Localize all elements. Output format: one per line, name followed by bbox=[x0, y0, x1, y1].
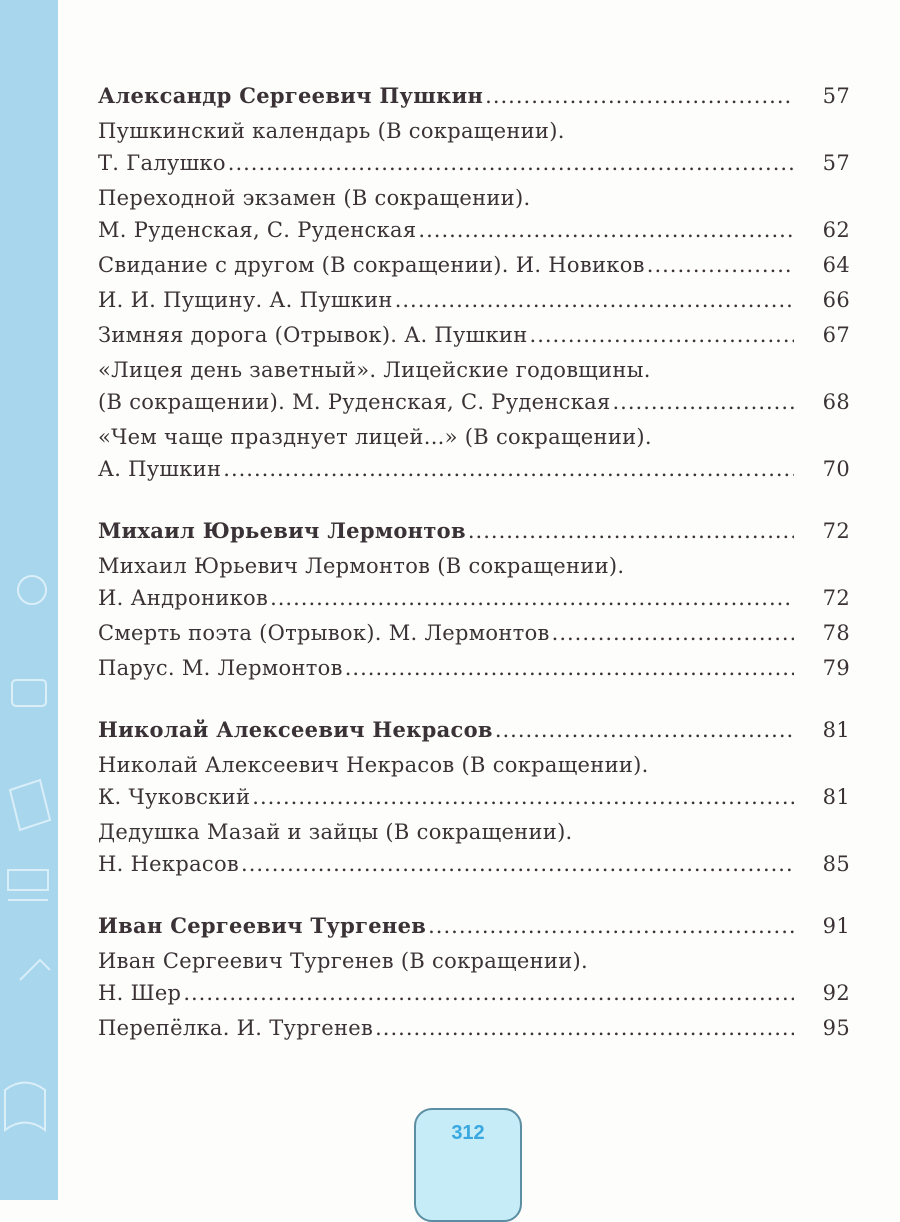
page-ref: 57 bbox=[822, 151, 850, 175]
toc-line bbox=[98, 1012, 850, 1044]
school-doodle-icons bbox=[0, 0, 58, 1200]
toc-entry[interactable] bbox=[98, 115, 850, 179]
page-ref: 57 bbox=[822, 84, 850, 108]
toc-entry[interactable] bbox=[98, 1012, 850, 1044]
toc-line bbox=[98, 284, 850, 316]
dot-leader bbox=[613, 386, 795, 418]
dot-leader bbox=[495, 714, 794, 746]
dot-leader bbox=[183, 977, 794, 1009]
page-ref: 91 bbox=[822, 914, 850, 938]
toc-line bbox=[98, 386, 850, 418]
toc-line bbox=[98, 249, 850, 281]
toc-entry[interactable] bbox=[98, 550, 850, 614]
toc-line bbox=[98, 848, 850, 880]
entry-title: И. И. Пущину. А. Пушкин bbox=[98, 288, 393, 312]
page-ref: 72 bbox=[822, 586, 850, 610]
entry-title: «Чем чаще празднует лицей...» (В сокращении). bbox=[98, 425, 652, 449]
toc-line bbox=[98, 816, 850, 848]
dot-leader bbox=[552, 617, 794, 649]
page-ref: 79 bbox=[822, 656, 850, 680]
toc-entry[interactable] bbox=[98, 421, 850, 485]
entry-title: (В сокращении). М. Руденская, С. Руденская bbox=[98, 390, 611, 414]
toc-line bbox=[98, 550, 850, 582]
entry-title: М. Руденская, С. Руденская bbox=[98, 218, 417, 242]
page-ref: 92 bbox=[822, 981, 850, 1005]
page-ref: 70 bbox=[822, 457, 850, 481]
dot-leader bbox=[345, 652, 794, 684]
toc-line bbox=[98, 617, 850, 649]
toc-line bbox=[98, 714, 850, 746]
toc-line bbox=[98, 652, 850, 684]
entry-title: Переходной экзамен (В сокращении). bbox=[98, 186, 531, 210]
entry-title: Пушкинский календарь (В сокращении). bbox=[98, 119, 565, 143]
entry-title: И. Андроников bbox=[98, 586, 269, 610]
page-number-badge bbox=[414, 1108, 522, 1222]
toc-line bbox=[98, 945, 850, 977]
entry-title: Н. Шер bbox=[98, 981, 182, 1005]
toc-line bbox=[98, 182, 850, 214]
open-book-icon bbox=[5, 1083, 45, 1131]
toc-line bbox=[98, 319, 850, 351]
dot-leader bbox=[647, 249, 794, 281]
page-ref: 64 bbox=[822, 253, 850, 277]
toc-entry[interactable] bbox=[98, 617, 850, 649]
dot-leader bbox=[228, 147, 794, 179]
toc-line bbox=[98, 147, 850, 179]
entry-title: Михаил Юрьевич Лермонтов (В сокращении). bbox=[98, 554, 625, 578]
toc-entry[interactable] bbox=[98, 652, 850, 684]
toc-author-heading[interactable] bbox=[98, 80, 850, 112]
page-ref: 81 bbox=[822, 785, 850, 809]
toc-entry[interactable] bbox=[98, 816, 850, 880]
dot-leader bbox=[418, 214, 794, 246]
toc-line bbox=[98, 749, 850, 781]
dot-leader bbox=[428, 910, 794, 942]
page-ref: 67 bbox=[822, 323, 850, 347]
toc-entry[interactable] bbox=[98, 182, 850, 246]
entry-title: Зимняя дорога (Отрывок). А. Пушкин bbox=[98, 323, 528, 347]
entry-title: Перепёлка. И. Тургенев bbox=[98, 1016, 374, 1040]
page-ref: 78 bbox=[822, 621, 850, 645]
dot-leader bbox=[485, 80, 794, 112]
dot-leader bbox=[252, 781, 794, 813]
entry-title: Михаил Юрьевич Лермонтов bbox=[98, 518, 466, 543]
toc-line bbox=[98, 115, 850, 147]
document-icon bbox=[10, 780, 50, 830]
lamp-icon bbox=[20, 960, 50, 980]
toc-line bbox=[98, 977, 850, 1009]
entry-title: «Лицея день заветный». Лицейские годовщины. bbox=[98, 358, 651, 382]
toc-author-heading[interactable] bbox=[98, 714, 850, 746]
toc-section bbox=[98, 910, 850, 1044]
chat-icon bbox=[12, 680, 46, 706]
page-ref: 66 bbox=[822, 288, 850, 312]
dot-leader bbox=[468, 515, 794, 547]
page-ref: 62 bbox=[822, 218, 850, 242]
dot-leader bbox=[270, 582, 794, 614]
gear-icon bbox=[18, 576, 46, 604]
entry-title: Николай Алексеевич Некрасов bbox=[98, 717, 493, 742]
entry-title: Парус. М. Лермонтов bbox=[98, 656, 343, 680]
dot-leader bbox=[223, 453, 794, 485]
page-ref: 72 bbox=[822, 519, 850, 543]
dot-leader bbox=[395, 284, 794, 316]
toc-entry[interactable] bbox=[98, 354, 850, 418]
toc-line bbox=[98, 80, 850, 112]
decorative-side-stripe bbox=[0, 0, 58, 1200]
entry-title: К. Чуковский bbox=[98, 785, 251, 809]
toc-section bbox=[98, 80, 850, 485]
toc-line bbox=[98, 582, 850, 614]
toc-line bbox=[98, 354, 850, 386]
entry-title: Свидание с другом (В сокращении). И. Новиков bbox=[98, 253, 645, 277]
entry-title: А. Пушкин bbox=[98, 457, 222, 481]
toc-author-heading[interactable] bbox=[98, 515, 850, 547]
toc-entry[interactable] bbox=[98, 319, 850, 351]
entry-title: Дедушка Мазай и зайцы (В сокращении). bbox=[98, 820, 573, 844]
toc-line bbox=[98, 453, 850, 485]
books-icon bbox=[8, 870, 48, 900]
dot-leader bbox=[241, 848, 794, 880]
page-number: 312 bbox=[451, 1122, 485, 1144]
toc-entry[interactable] bbox=[98, 749, 850, 813]
toc-line bbox=[98, 515, 850, 547]
toc-section bbox=[98, 515, 850, 684]
page-ref: 85 bbox=[822, 852, 850, 876]
entry-title: Александр Сергеевич Пушкин bbox=[98, 83, 484, 108]
toc-author-heading[interactable] bbox=[98, 910, 850, 942]
toc-section bbox=[98, 714, 850, 880]
entry-title: Иван Сергеевич Тургенев (В сокращении). bbox=[98, 949, 588, 973]
table-of-contents bbox=[98, 80, 850, 1074]
toc-entry[interactable] bbox=[98, 284, 850, 316]
page-ref: 95 bbox=[822, 1016, 850, 1040]
entry-title: Н. Некрасов bbox=[98, 852, 240, 876]
page-ref: 81 bbox=[822, 718, 850, 742]
toc-entry[interactable] bbox=[98, 945, 850, 1009]
dot-leader bbox=[530, 319, 794, 351]
toc-line bbox=[98, 421, 850, 453]
page-ref: 68 bbox=[822, 390, 850, 414]
toc-line bbox=[98, 781, 850, 813]
entry-title: Иван Сергеевич Тургенев bbox=[98, 913, 427, 938]
toc-line bbox=[98, 910, 850, 942]
entry-title: Смерть поэта (Отрывок). М. Лермонтов bbox=[98, 621, 550, 645]
entry-title: Т. Галушко bbox=[98, 151, 226, 175]
toc-line bbox=[98, 214, 850, 246]
toc-entry[interactable] bbox=[98, 249, 850, 281]
entry-title: Николай Алексеевич Некрасов (В сокращении). bbox=[98, 753, 649, 777]
dot-leader bbox=[375, 1012, 794, 1044]
